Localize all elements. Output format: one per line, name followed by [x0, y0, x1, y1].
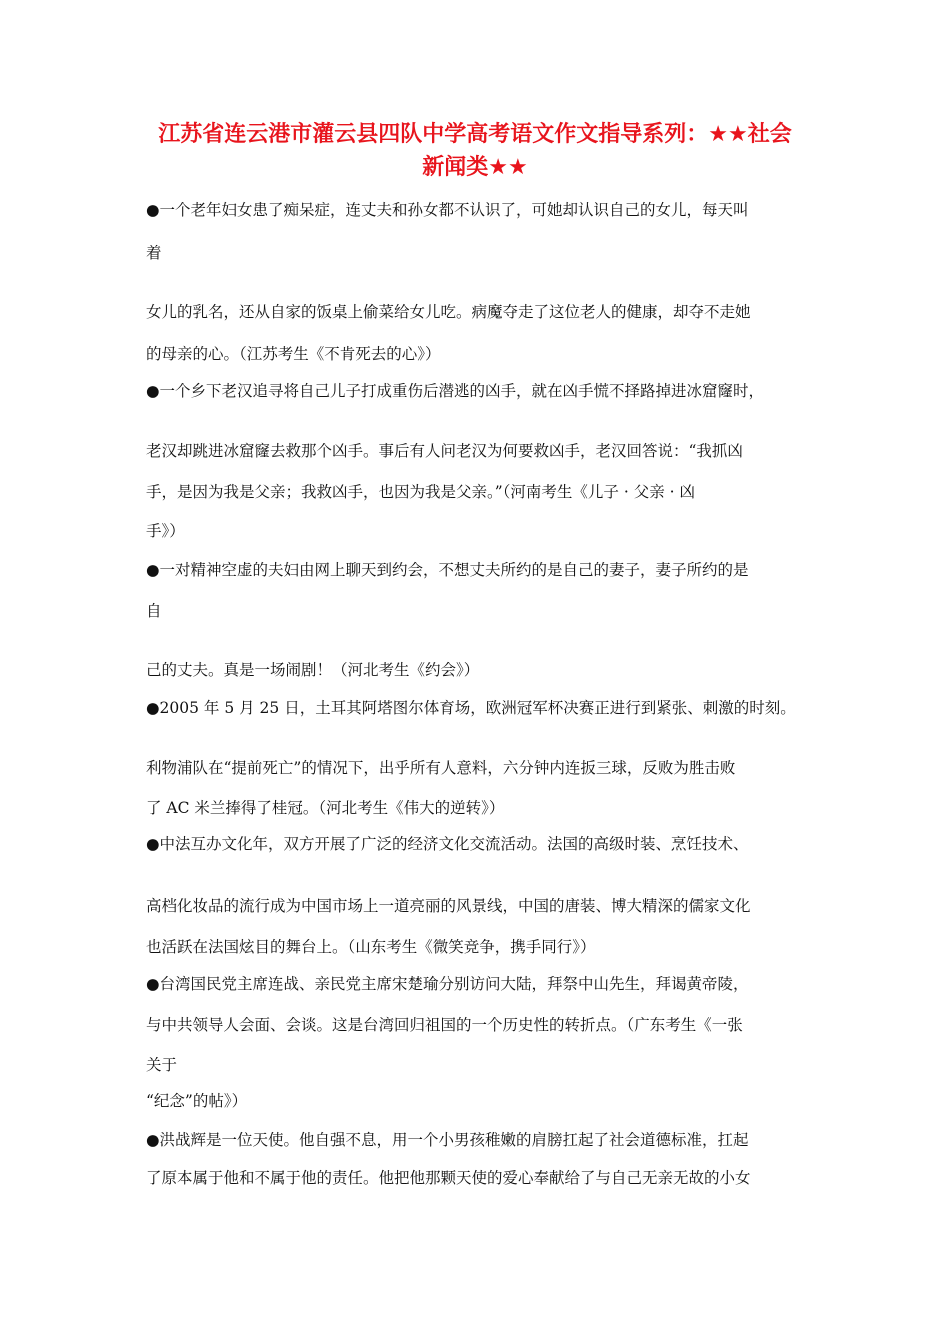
body-line: 己的丈夫。真是一场闹剧！（河北考生《约会》） — [146, 661, 480, 679]
body-line: ●一对精神空虚的夫妇由网上聊天到约会，不想丈夫所约的是自己的妻子，妻子所约的是 — [146, 561, 749, 579]
body-line: 高档化妆品的流行成为中国市场上一道亮丽的风景线，中国的唐装、博大精深的儒家文化 — [146, 897, 751, 915]
title-line-1: 江苏省连云港市灌云县四队中学高考语文作文指导系列：★★社会 — [158, 122, 792, 147]
body-line: 着 — [146, 244, 162, 262]
body-line: “纪念”的帖》） — [146, 1092, 248, 1110]
body-line: ●台湾国民党主席连战、亲民党主席宋楚瑜分别访问大陆，拜祭中山先生，拜谒黄帝陵， — [146, 975, 749, 993]
body-line: 了 AC 米兰捧得了桂冠。（河北考生《伟大的逆转》） — [146, 799, 505, 817]
title-line-2: 新闻类★★ — [422, 155, 528, 180]
body-line: ●2005 年 5 月 25 日，土耳其阿塔图尔体育场，欧洲冠军杯决赛正进行到紧张、刺激的时刻。 — [146, 699, 796, 717]
body-line: 自 — [146, 602, 162, 620]
body-line: ●洪战辉是一位天使。他自强不息，用一个小男孩稚嫩的肩膀扛起了社会道德标准，扛起 — [146, 1131, 749, 1149]
document-title — [120, 118, 830, 184]
body-line: ●一个老年妇女患了痴呆症，连丈夫和孙女都不认识了，可她却认识自己的女儿，每天叫 — [146, 201, 749, 219]
body-line: 关于 — [146, 1056, 178, 1074]
body-line: 的母亲的心。（江苏考生《不肯死去的心》） — [146, 345, 441, 363]
body-line: ●一个乡下老汉追寻将自己儿子打成重伤后潜逃的凶手，就在凶手慌不择路掉进冰窟窿时， — [146, 382, 765, 400]
body-line: 手，是因为我是父亲；我救凶手，也因为我是父亲。”（河南考生《儿子 · 父亲 · 凶 — [146, 483, 695, 501]
body-line: 手》） — [146, 522, 185, 540]
body-line: 利物浦队在“提前死亡”的情况下，出乎所有人意料，六分钟内连扳三球，反败为胜击败 — [146, 759, 736, 777]
body-line: ●中法互办文化年，双方开展了广泛的经济文化交流活动。法国的高级时装、烹饪技术、 — [146, 835, 749, 853]
body-line: 女儿的乳名，还从自家的饭桌上偷菜给女儿吃。病魔夺走了这位老人的健康，却夺不走她 — [146, 303, 751, 321]
body-line: 也活跃在法国炫目的舞台上。（山东考生《微笑竞争，携手同行》） — [146, 938, 596, 956]
body-line: 与中共领导人会面、会谈。这是台湾回归祖国的一个历史性的转折点。（广东考生《一张 — [146, 1016, 743, 1034]
body-line: 老汉却跳进冰窟窿去救那个凶手。事后有人问老汉为何要救凶手，老汉回答说：“我抓凶 — [146, 442, 743, 460]
body-line: 了原本属于他和不属于他的责任。他把他那颗天使的爱心奉献给了与自己无亲无故的小女 — [146, 1169, 751, 1187]
